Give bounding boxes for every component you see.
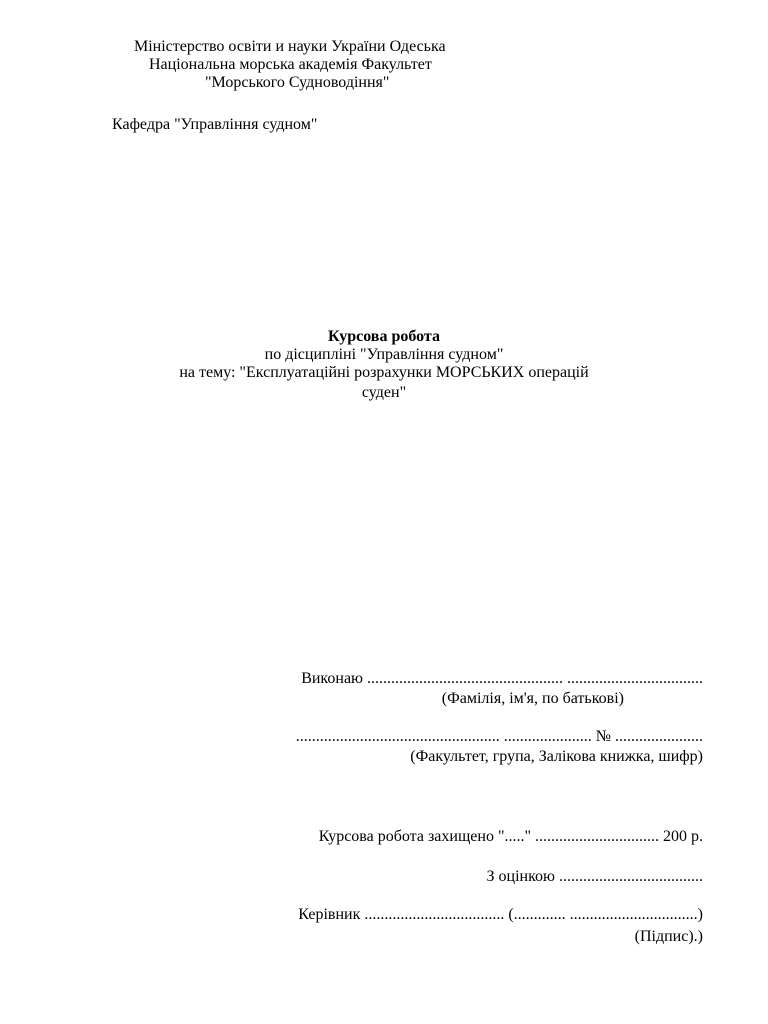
group-line: ................................................... ...................... № ......................: [295, 728, 703, 745]
performer-hint: (Фамілія, ім'я, по батькові): [441, 690, 624, 707]
department-name: Кафедра "Управління судном": [112, 116, 318, 133]
topic-line-1: на тему: "Експлуатаційні розрахунки МОРСЬКИХ операцій: [179, 364, 589, 381]
document-title: Курсова робота: [328, 328, 440, 345]
grade-line: З оцінкою ....................................: [486, 868, 703, 885]
group-hint: (Факультет, група, Залікова книжка, шифр): [410, 748, 703, 765]
header-line-academy: Національна морська академія Факультет: [149, 56, 432, 73]
performer-line: Виконаю ................................................. ..................................: [301, 670, 703, 687]
defended-line: Курсова робота захищено "....." ............................... 200 р.: [318, 828, 703, 845]
header-line-ministry: Міністерство освіти и науки України Одеська: [134, 38, 446, 55]
discipline-line: по дісципліні "Управління судном": [264, 346, 504, 363]
header-line-faculty: "Морського Судноводіння": [205, 74, 390, 91]
supervisor-line: Керівник ................................... (............. ................................): [298, 906, 703, 923]
topic-line-2: суден": [361, 384, 407, 401]
signature-hint: (Підпис).): [634, 928, 703, 945]
